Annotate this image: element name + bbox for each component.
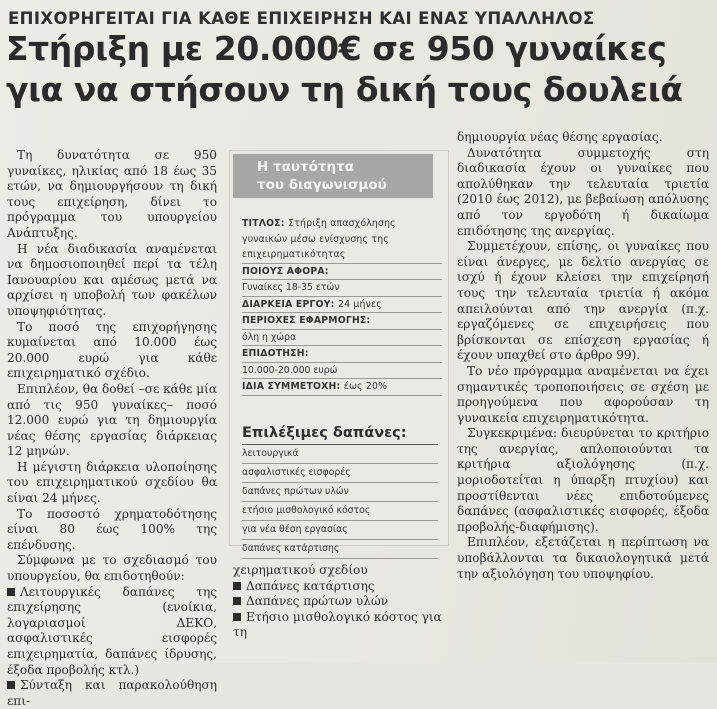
info-box-details <box>242 216 442 396</box>
paragraph: Το ποσό της επιχορήγησης κυμαίνεται από 10.000 έως 20.000 ευρώ για κάθε επιχειρηματικό σχέδιο. <box>7 319 217 381</box>
square-bullet-icon <box>233 597 241 605</box>
paragraph: Συμμετέχουν, επίσης, οι γυναίκες που είναι άνεργες, με δελτίο ανεργίας σε ισχύ ή έχουν κλείσει την επιχείρησή τους την τελευταία τριετία ή ακόμα απειλούνται από την ανεργία (π.χ. εργαζόμενες σε επιχειρήσεις που βρίσκονται σε επίσχεση εργασίας ή έχουν υπαχθεί στο άρθρο 99). <box>457 239 709 363</box>
expense-item: για νέα θέση εργασίας <box>242 521 438 540</box>
article-column-3 <box>457 130 709 582</box>
detail-value: Στήριξη απασχόλησης γυναικών μέσω ενίσχυσης της επιχειρηματικότητας <box>242 218 396 260</box>
info-box <box>229 150 449 554</box>
detail-label: ΠΕΡΙΟΧΕΣ ΕΦΑΡΜΟΓΗΣ: <box>242 313 442 330</box>
paragraph: Συγκεκριμένα: διευρύνεται το κριτήριο της ανεργίας, απλοποιούνται τα κριτήρια αξιολόγησης (π.χ. μοριοδοτείται η ύπαρξη πτυχίου) και προστίθενται νέες επιδοτούμενες δαπάνες (ασφαλιστικές εισφορές, έξοδα προβολής-διαφήμισης). <box>457 426 709 534</box>
paragraph: δημιουργία νέας θέσης εργασίας. <box>457 130 663 144</box>
expense-item: λειτουργικά <box>242 445 438 464</box>
headline-line-1: Στήριξη με 20.000€ σε 950 γυναίκες <box>6 29 667 68</box>
article-headline <box>6 28 712 110</box>
expense-item: ετήσιο μισθολογικό κόστος <box>242 502 438 521</box>
headline-line-2: για να στήσουν τη δική τους δουλειά <box>6 70 683 109</box>
expense-item: δαπάνες πρώτων υλών <box>242 483 438 502</box>
detail-label: ΤΙΤΛΟΣ: <box>242 218 285 229</box>
bullet-item <box>233 579 451 595</box>
paragraph: Το ποσοστό χρηματοδότησης είναι 80 έως 100% της επένδυσης. <box>7 506 217 552</box>
paragraph: Τη δυνατότητα σε 950 γυναίκες, ηλικίας από 18 έως 35 ετών, να δημιουργήσουν τη δική τους επιχείρηση, δίνει το πρόγραμμα του υπουργείου Ανάπτυξης. <box>7 148 217 240</box>
detail-row <box>242 216 442 264</box>
bullet-item <box>233 594 451 610</box>
expense-item: δαπάνες κατάρτισης <box>242 540 438 559</box>
square-bullet-icon <box>7 681 15 689</box>
info-box-title <box>233 154 433 198</box>
bullet-text: Λειτουργικές δαπάνες της επιχείρησης (ενοίκια, λογαριασμοί ΔΕΚΟ, ασφαλιστικές εισφορές επιχειρηματία, δαπάνες ίδρυσης, έξοδα προβολής κτλ.) <box>7 584 217 677</box>
detail-value: Γυναίκες 18-35 ετών <box>242 280 442 297</box>
detail-label: ΙΔΙΑ ΣΥΜΜΕΤΟΧΗ: <box>242 381 341 392</box>
eligible-expenses-title: Επιλέξιμες δαπάνες: <box>242 425 407 441</box>
detail-label: ΠΟΙΟΥΣ ΑΦΟΡΑ: <box>242 264 442 281</box>
detail-value: 10.000-20.000 ευρώ <box>242 363 442 380</box>
detail-row <box>242 297 442 314</box>
bullet-text: Δαπάνες κατάρτισης <box>246 578 375 593</box>
paragraph: Το νέο πρόγραμμα αναμένεται να έχει σημαντικές τροποποιήσεις σε σχέση με προηγούμενα που αφορούσαν τη γυναικεία επιχειρηματικότητα. <box>457 363 709 425</box>
square-bullet-icon <box>233 613 241 621</box>
article-column-1 <box>7 148 217 709</box>
detail-label: ΔΙΑΡΚΕΙΑ ΕΡΓΟΥ: <box>242 298 335 310</box>
bullet-item <box>233 610 451 641</box>
info-box-title-line-2: του διαγωνισμού <box>257 177 387 193</box>
paragraph: Επιπλέον, θα δοθεί –σε κάθε μία από τις 950 γυναίκες– ποσό 12.000 ευρώ για τη δημιουργία νέας θέσης εργασίας διάρκειας 12 μηνών. <box>7 381 218 459</box>
square-bullet-icon <box>7 588 15 596</box>
bullet-text: Σύνταξη και παρακολούθηση επι- <box>7 678 217 708</box>
expense-item: ασφαλιστικές εισφορές <box>242 464 438 483</box>
bullet-text: Δαπάνες πρώτων υλών <box>246 594 389 609</box>
paragraph: Επιπλέον, εξετάζεται η περίπτωση να υποβάλλονται τα δικαιολογητικά μετά την αξιολόγηση του υποψηφίου. <box>457 535 709 581</box>
bullet-text: Ετήσιο μισθολογικό κόστος για τη <box>233 609 442 640</box>
bullet-item <box>7 678 217 709</box>
paragraph: χειρηματικού σχεδίου <box>233 563 368 577</box>
square-bullet-icon <box>233 582 241 590</box>
article-kicker: ΕΠΙΧΟΡΗΓΕΙΤΑΙ ΓΙΑ ΚΑΘΕ ΕΠΙΧΕΙΡΗΣΗ ΚΑΙ ΕΝΑΣ ΥΠΑΛΛΗΛΟΣ <box>8 9 595 28</box>
article-column-2 <box>233 563 451 641</box>
detail-label: ΕΠΙΔΟΤΗΣΗ: <box>242 346 442 363</box>
detail-row <box>242 379 442 396</box>
paragraph: Σύμφωνα με το σχεδιασμό του υπουργείου, θα επιδοτηθούν: <box>7 553 217 584</box>
info-box-title-line-1: Η ταυτότητα <box>257 159 355 175</box>
bullet-item <box>7 585 217 679</box>
detail-value: 24 μήνες <box>338 298 382 310</box>
eligible-expenses-list <box>242 444 438 559</box>
detail-value: έως 20% <box>343 381 388 392</box>
detail-value: όλη η χώρα <box>242 330 442 347</box>
paragraph: Η μέγιστη διάρκεια υλοποίησης του επιχειρηματικού σχεδίου θα είναι 24 μήνες. <box>7 459 217 506</box>
paragraph: Δυνατότητα συμμετοχής στη διαδικασία έχουν οι γυναίκες που απολύθηκαν την τελευταία τριετία (2010 έως 2012), με βεβαίωση απόλυσης από τον εργοδότη ή δικαίωμα επιδότησης της ανεργίας. <box>457 145 709 238</box>
paragraph: Η νέα διαδικασία αναμένεται να δημοσιοποιηθεί περί τα τέλη Ιανουαρίου και αμέσως μετά να αρχίσει η υποβολή των φακέλων υποψηφιότητας. <box>7 241 217 318</box>
